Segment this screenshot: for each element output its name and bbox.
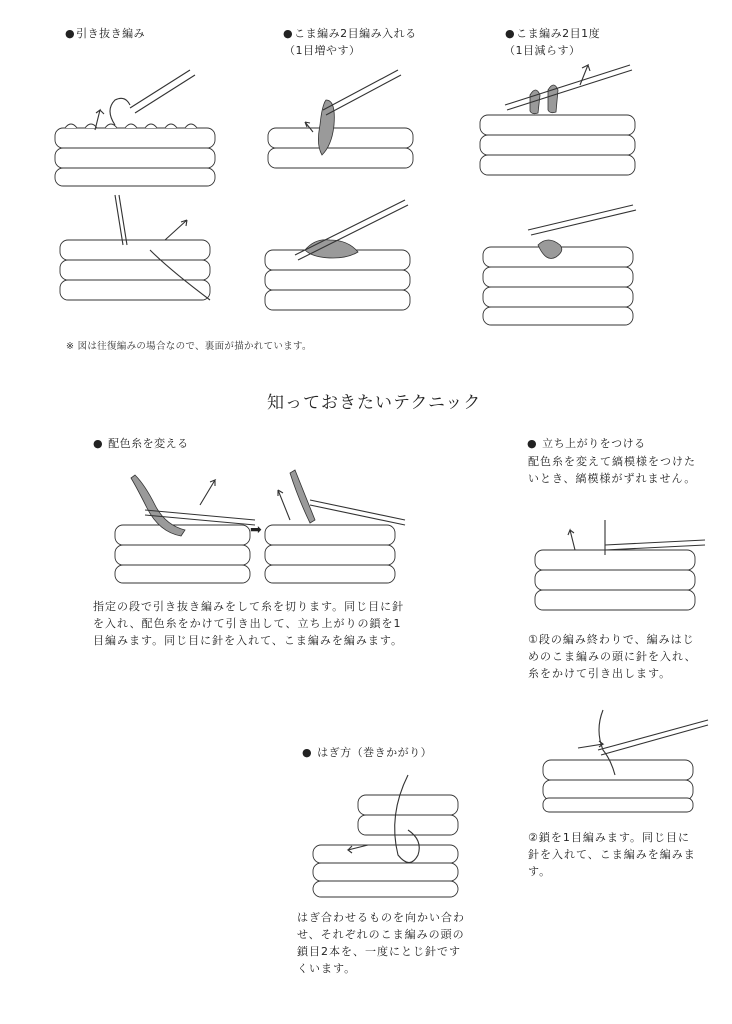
rising-illustration-2 xyxy=(543,710,708,815)
slip-stitch-illustration-2 xyxy=(55,195,220,320)
slip-stitch-illustration-1 xyxy=(55,70,220,190)
rising-intro: 配色糸を変えて縞模様をつけた いとき、縞模様がずれません。 xyxy=(528,455,697,485)
increase-label: ●こま編み2目編み入れる xyxy=(283,27,417,40)
bullet-icon: ● xyxy=(93,437,104,450)
change-color-label: ● 配色糸を変える xyxy=(93,437,189,450)
seaming-illustration xyxy=(313,775,463,900)
page-title: 知っておきたいテクニック xyxy=(267,393,482,413)
increase-sublabel: （1目増やす） xyxy=(284,44,361,57)
increase-illustration-2 xyxy=(265,200,415,315)
change-color-text: 指定の段で引き抜き編みをして糸を切ります。同じ目に針 を入れ、配色糸をかけて引き出して、立ち上がりの鎖を1 目編みます。同じ目に針を入れて、こま編みを編みます。 xyxy=(93,600,405,647)
decrease-label: ●こま編み2目1度 xyxy=(505,27,601,40)
rising-step-2: ②鎖を1目編みます。同じ目に 針を入れて、こま編みを編みま す。 xyxy=(528,831,696,878)
seaming-label: ● はぎ方（巻きかがり） xyxy=(302,746,433,759)
bullet-icon: ● xyxy=(527,437,538,450)
decrease-illustration-2 xyxy=(483,205,638,330)
bullet-icon: ● xyxy=(283,27,294,40)
bullet-icon: ● xyxy=(505,27,516,40)
seaming-text: はぎ合わせるものを向かい合わ せ、それぞれのこま編みの頭の 鎖目2本を、一度にとじ針です くいます。 xyxy=(297,911,465,975)
change-color-illustration-1 xyxy=(115,470,255,585)
slip-stitch-label: ●引き抜き編み xyxy=(65,27,146,40)
arrow-right-icon: ➡ xyxy=(250,522,262,538)
bullet-icon: ● xyxy=(65,27,76,40)
increase-illustration-1 xyxy=(268,70,418,190)
decrease-sublabel: （1目減らす） xyxy=(504,44,581,57)
rising-label: ● 立ち上がりをつける xyxy=(527,437,646,450)
bullet-icon: ● xyxy=(302,746,313,759)
rising-illustration-1 xyxy=(535,520,705,620)
back-side-note: ※ 図は往復編みの場合なので、裏面が描かれています。 xyxy=(66,341,312,352)
decrease-illustration-1 xyxy=(480,55,640,190)
change-color-illustration-2 xyxy=(265,470,405,585)
rising-step-1: ①段の編み終わりで、編みはじ めのこま編みの頭に針を入れ、 糸をかけて引き出します。 xyxy=(528,633,697,680)
